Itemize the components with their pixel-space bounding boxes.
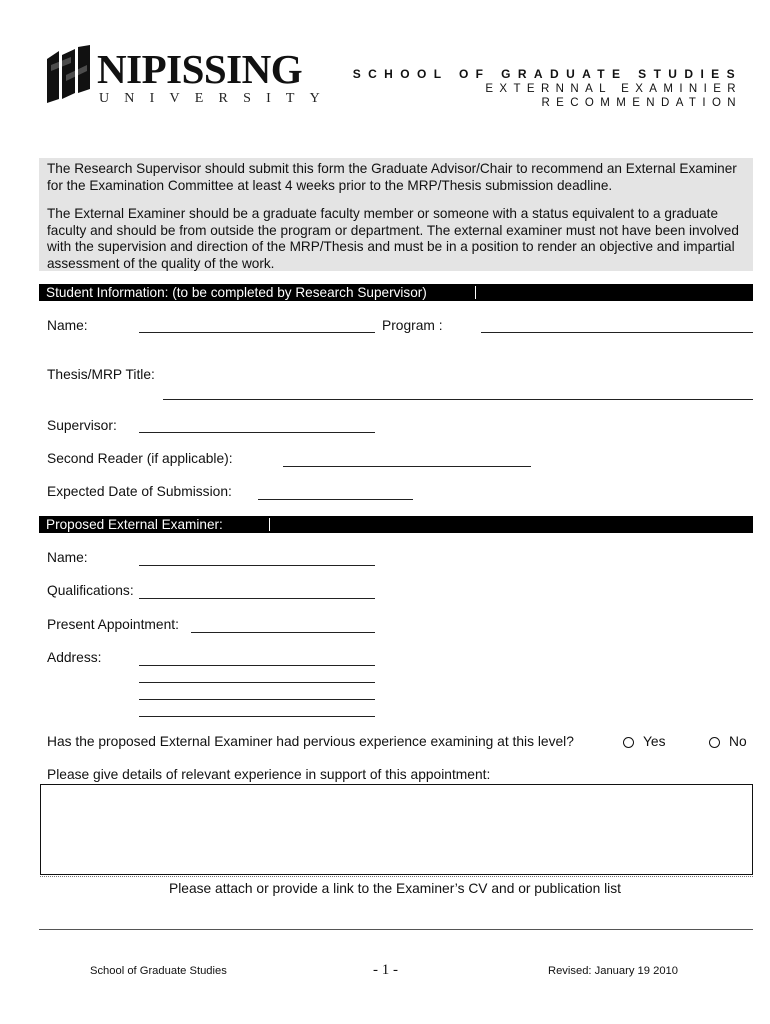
- details-box-shadow-line: [40, 876, 753, 877]
- student-section-header: [39, 284, 753, 301]
- yes-label: Yes: [643, 734, 666, 749]
- qualifications-label: Qualifications:: [47, 583, 134, 598]
- no-radio[interactable]: [709, 737, 720, 748]
- attach-cv-note: Please attach or provide a link to the Examiner’s CV and or publication list: [169, 881, 621, 896]
- footer-school: School of Graduate Studies: [90, 965, 227, 977]
- supervisor-field[interactable]: [139, 432, 375, 433]
- form-title-line2: RECOMMENDATION: [541, 97, 742, 109]
- page-number: - 1 -: [373, 962, 398, 978]
- examiner-name-field[interactable]: [139, 565, 375, 566]
- address-line-3[interactable]: [139, 699, 375, 700]
- thesis-title-label: Thesis/MRP Title:: [47, 367, 155, 382]
- address-line-4[interactable]: [139, 716, 375, 717]
- student-name-label: Name:: [47, 318, 88, 333]
- appointment-field[interactable]: [191, 632, 375, 633]
- details-textarea[interactable]: [40, 784, 753, 875]
- section-divider: [269, 518, 270, 531]
- program-field[interactable]: [481, 332, 753, 333]
- instructions-box: [39, 158, 753, 271]
- university-subtitle: UNIVERSITY: [99, 91, 335, 106]
- qualifications-field[interactable]: [139, 598, 375, 599]
- school-title: SCHOOL OF GRADUATE STUDIES: [352, 67, 742, 81]
- instructions-paragraph-2: The External Examiner should be a graduate faculty member or someone with a status equivalent to a graduate faculty and should be from outside the program or department. The external examiner must not have been involved with the supervision and direction of the MRP/Thesis and must be in a position to render an objective and impartial assessment of the quality of the work.: [47, 206, 739, 271]
- supervisor-label: Supervisor:: [47, 418, 117, 433]
- no-label: No: [729, 734, 747, 749]
- examiner-section-header: [39, 516, 753, 533]
- experience-question: Has the proposed External Examiner had pervious experience examining at this level?: [47, 734, 574, 749]
- instructions-paragraph-1: The Research Supervisor should submit this form the Graduate Advisor/Chair to recommend an External Examiner for the Examination Committee at least 4 weeks prior to the MRP/Thesis submission deadline.: [47, 161, 737, 193]
- address-line-2[interactable]: [139, 682, 375, 683]
- program-label: Program :: [382, 318, 443, 333]
- second-reader-label: Second Reader (if applicable):: [47, 451, 233, 466]
- second-reader-field[interactable]: [283, 466, 531, 467]
- thesis-title-field[interactable]: [163, 399, 753, 400]
- footer-rule: [39, 929, 753, 930]
- address-label: Address:: [47, 650, 102, 665]
- examiner-name-label: Name:: [47, 550, 88, 565]
- university-name: NIPISSING: [97, 46, 303, 92]
- details-label: Please give details of relevant experience in support of this appointment:: [47, 767, 491, 782]
- university-logo-icon: [45, 45, 91, 105]
- submission-date-label: Expected Date of Submission:: [47, 484, 232, 499]
- yes-radio[interactable]: [623, 737, 634, 748]
- submission-date-field[interactable]: [258, 499, 413, 500]
- section-divider: [475, 286, 476, 299]
- form-title-line1: EXTERNNAL EXAMINIER: [485, 83, 742, 95]
- student-name-field[interactable]: [139, 332, 375, 333]
- footer-revised: Revised: January 19 2010: [548, 965, 678, 977]
- appointment-label: Present Appointment:: [47, 617, 179, 632]
- address-line-1[interactable]: [139, 665, 375, 666]
- examiner-section-title: Proposed External Examiner:: [46, 517, 223, 532]
- student-section-title: Student Information: (to be completed by Research Supervisor): [46, 285, 427, 300]
